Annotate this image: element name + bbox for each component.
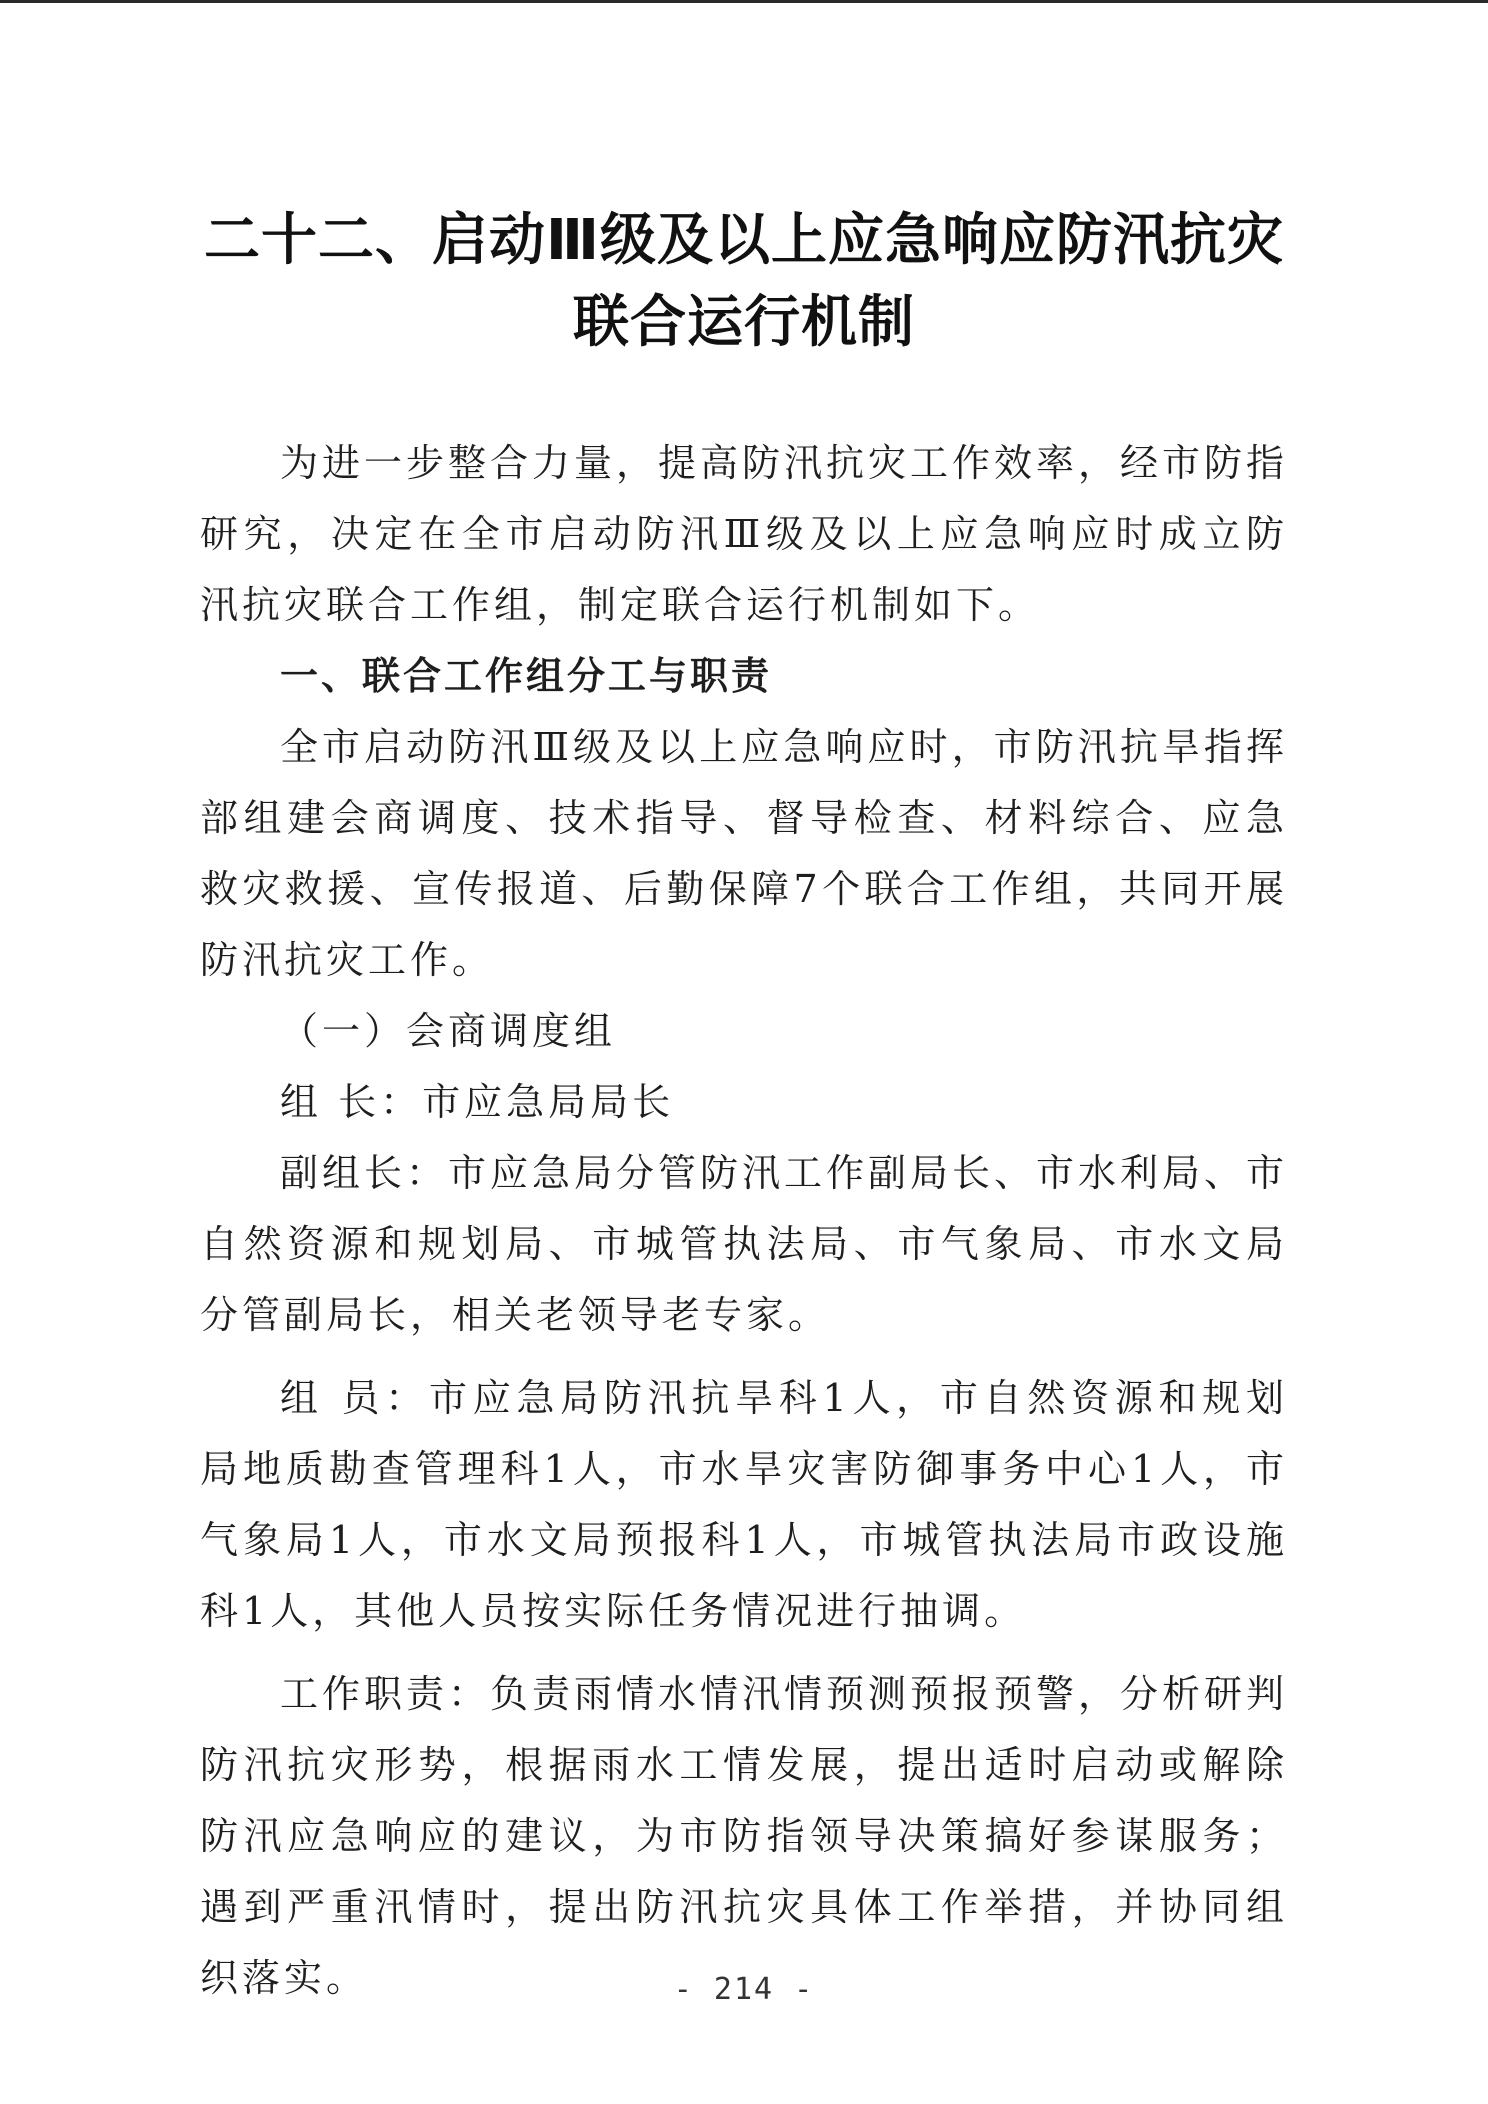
section-1-paragraph: 全市启动防汛Ⅲ级及以上应急响应时，市防汛抗旱指挥部组建会商调度、技术指导、督导检查、材料综合、应急救灾救援、宣传报道、后勤保障7个联合工作组，共同开展防汛抗灾工作。 <box>200 725 1288 982</box>
group-1-heading: （一）会商调度组 <box>280 1009 617 1053</box>
intro-paragraph: 为进一步整合力量，提高防汛抗灾工作效率，经市防指研究，决定在全市启动防汛Ⅲ级及以上应急响应时成立防汛抗灾联合工作组，制定联合运行机制如下。 <box>200 441 1289 627</box>
document-title <box>160 200 1328 364</box>
group-1-leader: 组 长：市应急局局长 <box>280 1080 675 1124</box>
document-body <box>200 428 1288 2014</box>
page-number: - 214 - <box>673 1972 815 2007</box>
group-1-duties: 工作职责：负责雨情水情汛情预测预报预警，分析研判防汛抗灾形势，根据雨水工情发展，提出适时启动或解除防汛应急响应的建议，为市防指领导决策搞好参谋服务；遇到严重汛情时，提出防汛抗灾具体工作举措，并协同组织落实。 <box>200 1672 1289 2000</box>
title-line-1: 二十二、启动Ⅲ级及以上应急响应防汛抗灾 <box>204 208 1284 273</box>
group-1-deputy: 副组长：市应急局分管防汛工作副局长、市水利局、市自然资源和规划局、市城管执法局、市气象局、市水文局分管副局长，相关老领导老专家。 <box>200 1151 1289 1337</box>
section-1-heading: 一、联合工作组分工与职责 <box>280 654 773 698</box>
title-line-2: 联合运行机制 <box>573 290 915 355</box>
group-1-members: 组 员：市应急局防汛抗旱科1人，市自然资源和规划局地质勘查管理科1人，市水旱灾害防御事务中心1人，市气象局1人，市水文局预报科1人，市城管执法局市政设施科1人，其他人员按实际任务情况进行抽调。 <box>200 1376 1288 1633</box>
top-border-line <box>0 0 1488 3</box>
